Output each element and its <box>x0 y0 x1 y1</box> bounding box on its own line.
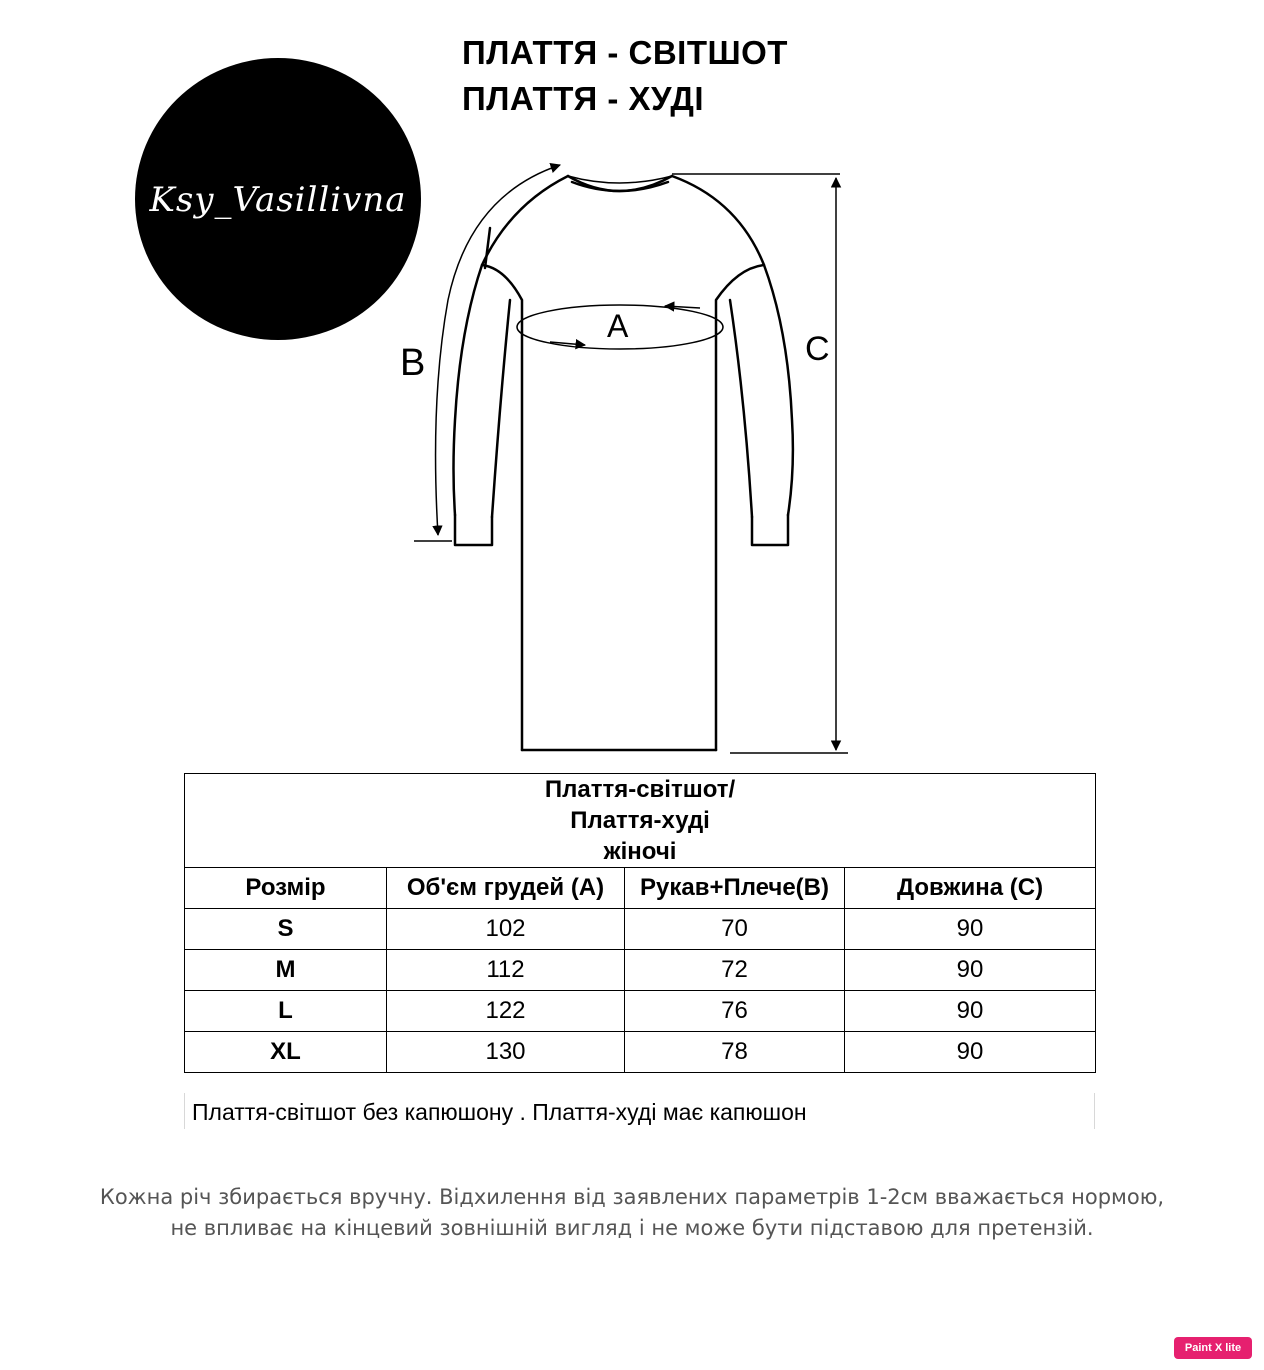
chest-cell: 112 <box>387 950 625 991</box>
size-cell: XL <box>185 1032 387 1073</box>
header-length: Довжина (С) <box>845 868 1096 909</box>
table-caption-row <box>185 774 1096 868</box>
label-a: A <box>607 308 629 344</box>
label-b: B <box>400 342 426 384</box>
table-row <box>185 1032 1096 1073</box>
table-header-row <box>185 868 1096 909</box>
right-cuff <box>752 515 788 545</box>
table-row <box>185 909 1096 950</box>
table-caption <box>185 774 1096 868</box>
length-cell: 90 <box>845 909 1096 950</box>
header-sleeve: Рукав+Плече(В) <box>625 868 845 909</box>
chest-cell: 130 <box>387 1032 625 1073</box>
header-chest: Об'єм грудей (А) <box>387 868 625 909</box>
chest-cell: 102 <box>387 909 625 950</box>
disclaimer-line-1: Кожна річ збирається вручну. Відхилення від заявлених параметрів 1-2см вважається нормою, <box>99 1185 1165 1209</box>
left-cuff <box>455 515 492 545</box>
header-size: Розмір <box>185 868 387 909</box>
title-line-2: ПЛАТТЯ - ХУДІ <box>462 80 705 117</box>
size-cell: S <box>185 909 387 950</box>
paint-x-lite-badge: Paint X lite <box>1174 1337 1252 1359</box>
table-row <box>185 991 1096 1032</box>
title-line-1: ПЛАТТЯ - СВІТШОТ <box>462 34 788 71</box>
size-table <box>184 773 1096 1073</box>
sleeve-cell: 72 <box>625 950 845 991</box>
disclaimer-line-2: не впливає на кінцевий зовнішній вигляд і не може бути підставою для претензій. <box>170 1216 1094 1240</box>
right-sleeve <box>672 176 793 515</box>
table-note: Плаття-світшот без капюшону . Плаття-худі має капюшон <box>184 1093 1095 1129</box>
left-sleeve <box>454 176 569 515</box>
size-cell: L <box>185 991 387 1032</box>
sleeve-cell: 76 <box>625 991 845 1032</box>
table-row <box>185 950 1096 991</box>
sleeve-cell: 70 <box>625 909 845 950</box>
caption-line-1: Плаття-світшот/ <box>544 776 736 803</box>
logo-text: Ksy_Vasillivna <box>149 180 407 220</box>
length-cell: 90 <box>845 991 1096 1032</box>
size-cell: M <box>185 950 387 991</box>
length-cell: 90 <box>845 1032 1096 1073</box>
caption-line-3: жіночі <box>603 838 677 865</box>
chest-cell: 122 <box>387 991 625 1032</box>
length-cell: 90 <box>845 950 1096 991</box>
sleeve-cell: 78 <box>625 1032 845 1073</box>
label-c: C <box>805 330 830 368</box>
caption-line-2: Плаття-худі <box>570 807 710 834</box>
